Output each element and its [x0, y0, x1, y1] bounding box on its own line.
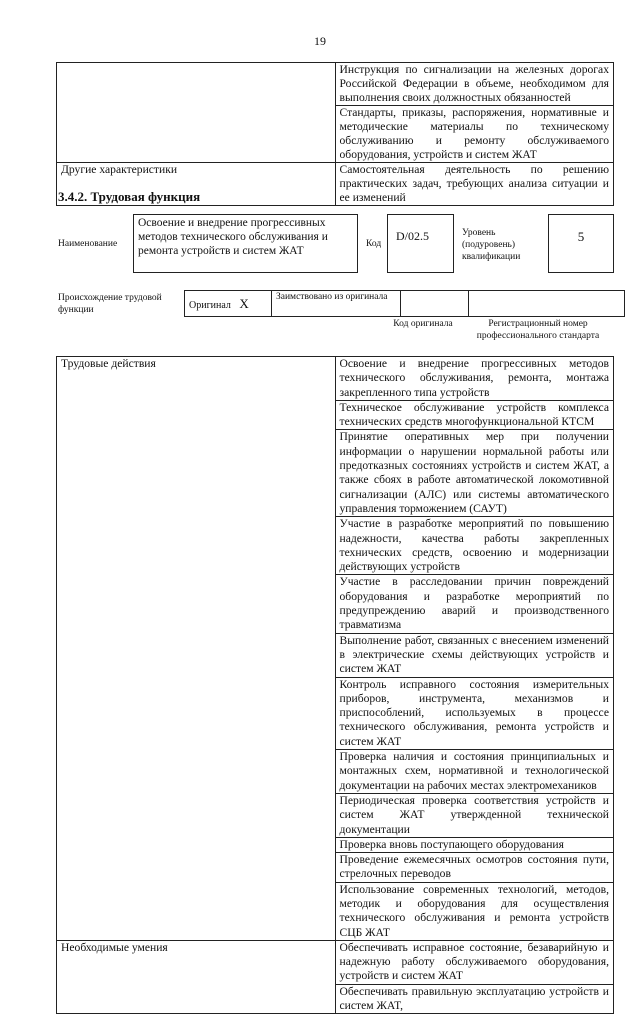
row-label: Трудовые действия	[57, 357, 336, 941]
table-cell: Стандарты, приказы, распоряжения, нормативные и методические материалы по техническому обслуживанию и ремонту обслуживаемого оборудования, устройств и систем ЖАТ	[335, 106, 614, 163]
table-cell: Инструкция по сигнализации на железных дорогах Российской Федерации в объеме, необходимом для выполнения своих должностных обязанностей	[335, 63, 614, 106]
function-name: Освоение и внедрение прогрессивных методов технического обслуживания и ремонта устройств и систем ЖАТ	[133, 214, 358, 273]
original-cell	[185, 291, 272, 317]
code-label: Код	[366, 239, 382, 249]
table-cell: Периодическая проверка соответствия устройств и систем ЖАТ утвержденной технической документации	[335, 793, 614, 837]
table-row	[57, 357, 614, 401]
table-cell: Использование современных технологий, методов, методик и оборудования для осуществления технического обслуживания и ремонта устройств СЦБ ЖАТ	[335, 882, 614, 940]
table-cell: Техническое обслуживание устройств комплекса технических средств многофункциональной КТСМ	[335, 400, 614, 430]
table-cell: Выполнение работ, связанных с внесением изменений в электрические схемы действующих устройств и систем ЖАТ	[335, 633, 614, 677]
table-cell: Проведение ежемесячных осмотров состояния пути, стрелочных переводов	[335, 853, 614, 883]
table-cell: Участие в разработке мероприятий по повышению надежности, качества работы закрепленных технических средств, освоению и модернизации действующих устройств	[335, 517, 614, 575]
table-cell: Обеспечивать правильную эксплуатацию устройств и систем ЖАТ,	[335, 984, 614, 1014]
section-heading: 3.4.2. Трудовая функция	[58, 189, 201, 204]
qualification-level: 5	[548, 214, 614, 273]
reg-caption: Регистрационный номер профессионального стандарта	[476, 319, 600, 341]
requirements-table	[56, 62, 614, 206]
origin-table	[184, 290, 625, 317]
code-caption: Код оригинала	[393, 319, 453, 329]
row-label	[57, 63, 336, 163]
table-cell: Контроль исправного состояния измерительных приборов, инструмента, механизмов и приспособлений, используемых в процессе технического обслуживания, ремонта устройств и систем ЖАТ	[335, 677, 614, 749]
function-code: D/02.5	[387, 214, 454, 273]
reg-number-cell	[469, 291, 625, 317]
row-label: Необходимые умения	[57, 940, 336, 1013]
row-label: Другие характеристики	[57, 163, 336, 206]
level-label: Уровень (подуровень) квалификации	[462, 228, 521, 262]
table-cell: Принятие оперативных мер при получении информации о нарушении нормальной работы или предотказных состояниях устройств и систем ЖАТ, а также сбоях в работе автоматической локомотивной сигнализации (АЛС) или системы автоматического управления торможением (САУТ)	[335, 430, 614, 517]
table-cell: Обеспечивать исправное состояние, безаварийную и надежную работу обслуживаемого оборудования, устройств и систем ЖАТ	[335, 940, 614, 984]
table-cell: Самостоятельная деятельность по решению практических задач, требующих анализа ситуации и ее изменений	[335, 163, 614, 206]
original-label: Оригинал	[189, 299, 231, 311]
original-mark: X	[239, 295, 249, 311]
origin-label: Происхождение трудовой функции	[58, 293, 162, 315]
table-cell: Проверка вновь поступающего оборудования	[335, 837, 614, 852]
original-code-cell	[401, 291, 469, 317]
borrowed-cell: Заимствовано из оригинала	[272, 291, 401, 317]
name-label: Наименование	[58, 239, 118, 249]
table-row	[57, 63, 614, 106]
table-cell: Освоение и внедрение прогрессивных методов технического обслуживания, ремонта, монтажа закрепленного типа устройств	[335, 357, 614, 401]
table-cell: Проверка наличия и состояния принципиальных и монтажных схем, нормативной и технологической документации на рабочих местах электромехаников	[335, 750, 614, 794]
table-row	[57, 940, 614, 984]
table-cell: Участие в расследовании причин повреждений оборудования и разработке мероприятий по предупреждению аварий и производственного травматизма	[335, 575, 614, 633]
labor-actions-table	[56, 356, 614, 1014]
table-row	[185, 291, 625, 317]
page-number: 19	[314, 34, 326, 48]
